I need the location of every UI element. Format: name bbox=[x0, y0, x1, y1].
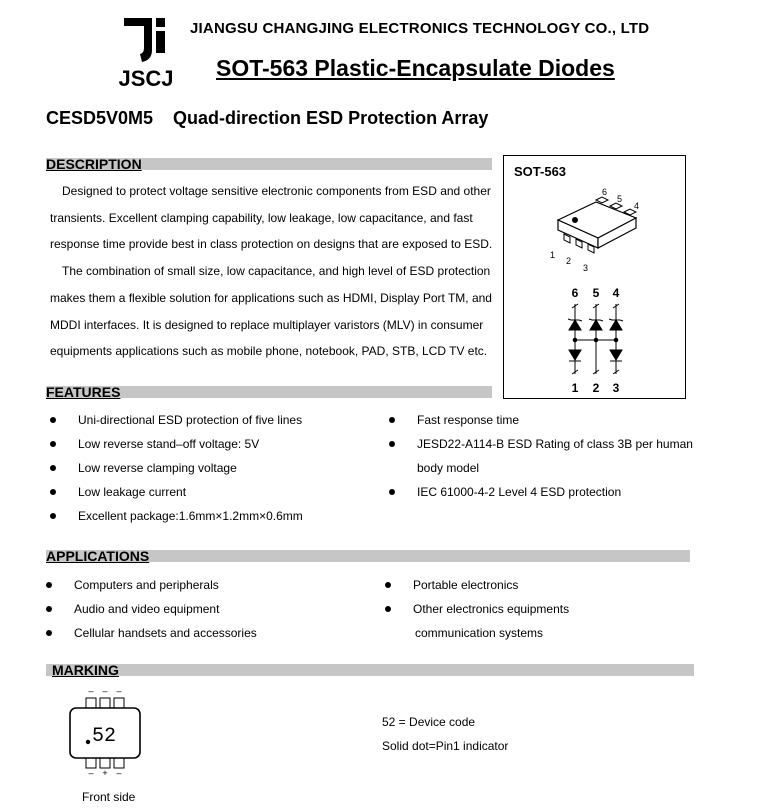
bullet-icon bbox=[50, 441, 56, 447]
features-list-right bbox=[385, 408, 715, 504]
marking-drawing bbox=[60, 688, 150, 778]
list-item: IEC 61000-4-2 Level 4 ESD protection bbox=[385, 480, 715, 504]
description-line: transients. Excellent clamping capability, low leakage, low capacitance, and fast bbox=[50, 210, 473, 225]
description-line: equipments applications such as mobile phone, notebook, PAD, STB, LCD TV etc. bbox=[50, 344, 488, 359]
list-item: Other electronics equipments communication systems bbox=[381, 597, 701, 645]
device-code-note: 52 = Device code bbox=[382, 715, 476, 729]
pin-label-2: 2 bbox=[566, 256, 572, 266]
applications-list-right bbox=[381, 573, 701, 645]
bullet-icon bbox=[385, 606, 391, 612]
document-title: SOT-563 Plastic-Encapsulate Diodes bbox=[216, 55, 615, 81]
list-item: Uni-directional ESD protection of five lines bbox=[46, 408, 376, 432]
pin-label-1: 1 bbox=[550, 250, 556, 260]
list-item: Computers and peripherals bbox=[42, 573, 362, 597]
pin-sign: – bbox=[116, 688, 122, 696]
bullet-icon bbox=[50, 465, 56, 471]
bullet-icon bbox=[385, 582, 391, 588]
list-item: JESD22-A114-B ESD Rating of class 3B per human body model bbox=[385, 432, 715, 480]
list-item: Low reverse stand–off voltage: 5V bbox=[46, 432, 376, 456]
company-name: JIANGSU CHANGJING ELECTRONICS TECHNOLOGY CO., LTD bbox=[190, 20, 650, 37]
schematic-pin-4: 4 bbox=[612, 286, 620, 300]
pin-sign: – bbox=[116, 768, 122, 778]
bullet-icon bbox=[46, 630, 52, 636]
applications-title: APPLICATIONS bbox=[46, 548, 150, 564]
bullet-icon bbox=[50, 417, 56, 423]
part-number: CESD5V0M5 bbox=[46, 108, 154, 128]
bullet-icon bbox=[50, 513, 56, 519]
bullet-icon bbox=[389, 441, 395, 447]
esd-schematic bbox=[558, 284, 638, 396]
list-item: Portable electronics bbox=[381, 573, 701, 597]
pin-sign: – bbox=[88, 768, 94, 778]
bullet-icon bbox=[389, 417, 395, 423]
pin-label-6: 6 bbox=[602, 187, 608, 197]
bullet-icon bbox=[46, 606, 52, 612]
logo-text: JSCJ bbox=[118, 66, 174, 90]
list-item: Low leakage current bbox=[46, 480, 376, 504]
marking-code: 52 bbox=[92, 725, 117, 748]
list-item: Fast response time bbox=[385, 408, 715, 432]
pin-label-3: 3 bbox=[583, 263, 589, 273]
front-side-label: Front side bbox=[82, 790, 136, 804]
description-title: DESCRIPTION bbox=[46, 156, 142, 172]
pin1-dot bbox=[86, 740, 90, 744]
bullet-icon bbox=[46, 582, 52, 588]
description-line: Designed to protect voltage sensitive electronic components from ESD and other bbox=[62, 184, 491, 198]
schematic-pin-6: 6 bbox=[571, 286, 579, 300]
marking-bar bbox=[46, 664, 694, 676]
bullet-icon bbox=[389, 489, 395, 495]
list-item: Low reverse clamping voltage bbox=[46, 456, 376, 480]
pin-sign: + bbox=[102, 768, 108, 778]
pin-label-5: 5 bbox=[617, 194, 623, 204]
list-item: Excellent package:1.6mm×1.2mm×0.6mm bbox=[46, 504, 376, 528]
bullet-icon bbox=[50, 489, 56, 495]
description-line: makes them a flexible solution for applications such as HDMI, Display Port TM, and bbox=[50, 290, 492, 305]
pin-sign: – bbox=[88, 688, 94, 696]
marking-title: MARKING bbox=[52, 662, 119, 678]
schematic-pin-1: 1 bbox=[571, 381, 579, 395]
applications-list-left bbox=[42, 573, 362, 645]
list-item: Audio and video equipment bbox=[42, 597, 362, 621]
description-line: MDDI interfaces. It is designed to replace multiplayer varistors (MLV) in consumer bbox=[50, 317, 484, 332]
description-line: response time provide best in class protection on designs that are exposed to ESD. bbox=[50, 237, 493, 252]
description-line: The combination of small size, low capacitance, and high level of ESD protection bbox=[62, 264, 491, 279]
pin-sign: – bbox=[102, 688, 108, 696]
schematic-pin-3: 3 bbox=[612, 381, 620, 395]
pin-label-4: 4 bbox=[634, 201, 640, 211]
features-list-left bbox=[46, 408, 376, 528]
part-heading bbox=[46, 108, 488, 129]
description-text bbox=[50, 178, 500, 365]
package-title: SOT-563 bbox=[514, 164, 567, 179]
pin1-indicator-note: Solid dot=Pin1 indicator bbox=[382, 739, 509, 753]
schematic-pin-5: 5 bbox=[592, 286, 600, 300]
features-title: FEATURES bbox=[46, 384, 121, 400]
part-description: Quad-direction ESD Protection Array bbox=[173, 108, 489, 128]
jscj-logo bbox=[118, 16, 174, 90]
schematic-pin-2: 2 bbox=[592, 381, 600, 395]
package-3d-drawing bbox=[540, 182, 660, 278]
list-item: Cellular handsets and accessories bbox=[42, 621, 362, 645]
